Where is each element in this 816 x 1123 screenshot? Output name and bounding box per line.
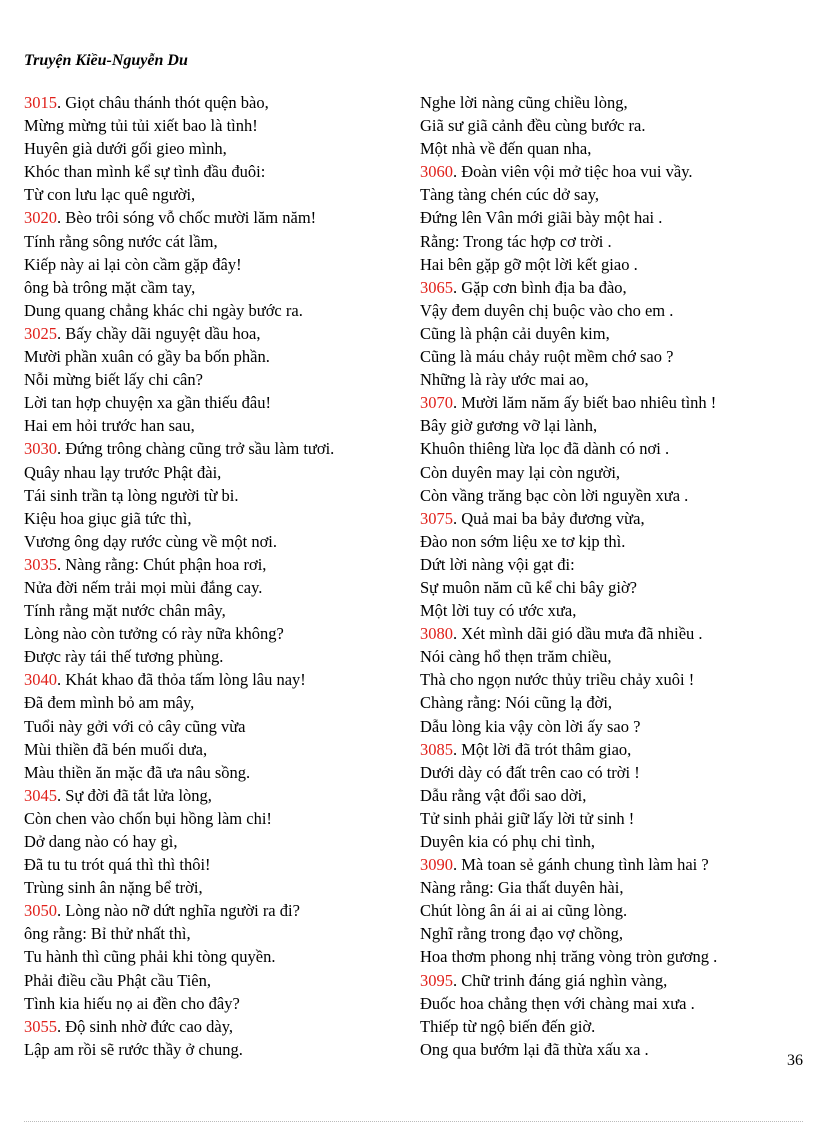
- verse-line: [24, 437, 404, 460]
- verse-line: [24, 599, 404, 622]
- verse-line: [420, 761, 800, 784]
- verse-text: . Sự đời đã tắt lửa lòng,: [57, 785, 212, 805]
- verse-text: Đã đem mình bỏ am mây,: [24, 693, 195, 713]
- verse-line: [24, 969, 404, 992]
- verse-text: Dẫu lòng kia vậy còn lời ấy sao ?: [420, 716, 641, 736]
- verse-number: 3050: [24, 901, 57, 921]
- verse-text: Vương ông dạy rước cùng về một nơi.: [24, 531, 278, 551]
- verse-line: [420, 507, 800, 530]
- verse-line: [24, 507, 404, 530]
- verse-column-left: [24, 91, 404, 1061]
- verse-text: Nghĩ rằng trong đạo vợ chồng,: [420, 924, 624, 944]
- verse-line: [24, 1038, 404, 1061]
- verse-text: Phải điều cầu Phật cầu Tiên,: [24, 970, 211, 990]
- verse-line: [24, 368, 404, 391]
- verse-text: Một nhà về đến quan nha,: [420, 139, 592, 159]
- verse-line: [420, 345, 800, 368]
- verse-text: Duyên kia có phụ chi tình,: [420, 832, 596, 851]
- verse-text: Nàng rằng: Gia thất duyên hài,: [420, 878, 624, 898]
- verse-line: [24, 876, 404, 899]
- verse-text: Dung quang chẳng khác chi ngày bước ra.: [24, 300, 303, 320]
- verse-line: [420, 368, 800, 391]
- verse-number: 3060: [420, 162, 453, 182]
- verse-line: [420, 784, 800, 807]
- verse-text: . Mười lăm năm ấy biết bao nhiêu tình !: [453, 393, 717, 413]
- verse-text: Nỗi mừng biết lấy chi cân?: [24, 370, 203, 390]
- verse-text: . Bèo trôi sóng vỗ chốc mười lăm năm!: [57, 208, 317, 228]
- verse-line: [24, 899, 404, 922]
- verse-text: Lòng nào còn tưởng có rày nữa không?: [24, 624, 284, 644]
- verse-text: Khóc than mình kể sự tình đầu đuôi:: [24, 162, 266, 182]
- verse-line: [24, 576, 404, 599]
- verse-number: 3020: [24, 208, 57, 228]
- verse-text: Ong qua bướm lại đã thừa xấu xa .: [420, 1039, 649, 1059]
- verse-text: ông rằng: Bỉ thử nhất thì,: [24, 924, 191, 944]
- verse-line: [420, 922, 800, 945]
- verse-text: Đứng lên Vân mới giãi bày một hai .: [420, 208, 663, 228]
- verse-text: Trùng sinh ân nặng bể trời,: [24, 878, 203, 898]
- verse-text: Kiếp này ai lại còn cầm gặp đây!: [24, 254, 242, 274]
- verse-line: [420, 830, 800, 853]
- footer-divider: [24, 1121, 803, 1122]
- verse-text: Mừng mừng tủi tủi xiết bao là tình!: [24, 116, 258, 136]
- verse-text: Dở dang nào có hay gì,: [24, 832, 178, 851]
- verse-line: [24, 530, 404, 553]
- verse-text: Tình kia hiếu nọ ai đền cho đây?: [24, 993, 240, 1013]
- verse-text: . Lòng nào nỡ dứt nghĩa người ra đi?: [57, 901, 300, 921]
- verse-text: Nói càng hổ thẹn trăm chiều,: [420, 647, 612, 667]
- verse-text: Cũng là máu chảy ruột mềm chớ sao ?: [420, 347, 674, 367]
- verse-line: [24, 230, 404, 253]
- verse-line: [420, 576, 800, 599]
- verse-line: [420, 945, 800, 968]
- verse-line: [24, 668, 404, 691]
- verse-line: [24, 853, 404, 876]
- verse-text: Hai bên gặp gỡ một lời kết giao .: [420, 254, 638, 274]
- verse-number: 3075: [420, 508, 453, 528]
- verse-text: Dẫu rằng vật đổi sao dời,: [420, 785, 587, 805]
- verse-text: . Quả mai ba bảy đương vừa,: [453, 508, 645, 528]
- verse-text: Chàng rằng: Nói cũng lạ đời,: [420, 693, 613, 713]
- verse-line: [420, 230, 800, 253]
- verse-number: 3080: [420, 624, 453, 644]
- verse-text: Chút lòng ân ái ai ai cũng lòng.: [420, 901, 628, 921]
- verse-number: 3040: [24, 670, 57, 690]
- verse-number: 3055: [24, 1016, 57, 1036]
- verse-text: Đuốc hoa chẳng thẹn với chàng mai xưa .: [420, 993, 695, 1013]
- verse-line: [420, 668, 800, 691]
- verse-line: [420, 160, 800, 183]
- verse-text: Được rày tái thế tương phùng.: [24, 647, 224, 667]
- verse-line: [420, 206, 800, 229]
- verse-line: [24, 276, 404, 299]
- verse-line: [420, 91, 800, 114]
- verse-text: . Gặp cơn bình địa ba đào,: [453, 277, 627, 297]
- verse-line: [24, 299, 404, 322]
- verse-line: [24, 391, 404, 414]
- verse-text: Màu thiền ăn mặc đã ưa nâu sồng.: [24, 762, 251, 782]
- verse-text: Nghe lời nàng cũng chiều lòng,: [420, 93, 628, 112]
- verse-line: [420, 876, 800, 899]
- verse-line: [24, 160, 404, 183]
- verse-text: . Nàng rằng: Chút phận hoa rơi,: [57, 554, 267, 574]
- verse-text: . Chữ trinh đáng giá nghìn vàng,: [453, 970, 668, 990]
- verse-text: Thà cho ngọn nước thủy triều chảy xuôi !: [420, 670, 695, 690]
- verse-line: [420, 114, 800, 137]
- verse-text: Quây nhau lạy trước Phật đài,: [24, 462, 222, 482]
- verse-line: [24, 922, 404, 945]
- verse-line: [420, 530, 800, 553]
- verse-line: [420, 461, 800, 484]
- verse-line: [24, 137, 404, 160]
- verse-text: Còn vầng trăng bạc còn lời nguyền xưa .: [420, 485, 689, 505]
- verse-number: 3030: [24, 439, 57, 459]
- verse-text: Nửa đời nếm trải mọi mùi đắng cay.: [24, 577, 263, 597]
- verse-line: [24, 691, 404, 714]
- verse-line: [420, 276, 800, 299]
- verse-line: [420, 553, 800, 576]
- verse-line: [420, 391, 800, 414]
- verse-line: [24, 945, 404, 968]
- verse-line: [24, 461, 404, 484]
- verse-text: Tái sinh trần tạ lòng người từ bi.: [24, 485, 239, 505]
- verse-number: 3070: [420, 393, 453, 413]
- verse-text: Hai em hỏi trước han sau,: [24, 416, 195, 436]
- verse-text: Dưới dày có đất trên cao có trời !: [420, 762, 640, 782]
- verse-text: . Đoàn viên vội mở tiệc hoa vui vầy.: [453, 162, 693, 182]
- verse-text: . Mà toan sẻ gánh chung tình làm hai ?: [453, 855, 709, 875]
- verse-text: Đào non sớm liệu xe tơ kịp thì.: [420, 531, 626, 551]
- verse-text: Hoa thơm phong nhị trăng vòng tròn gương .: [420, 947, 718, 967]
- verse-number: 3065: [420, 277, 453, 297]
- verse-text: Những là rày ước mai ao,: [420, 370, 589, 390]
- verse-line: [420, 1038, 800, 1061]
- verse-number: 3015: [24, 93, 57, 112]
- verse-line: [420, 622, 800, 645]
- verse-text: Sự muôn năm cũ kể chi bây giờ?: [420, 577, 637, 597]
- verse-number: 3025: [24, 323, 57, 343]
- verse-text: Giã sư giã cảnh đều cùng bước ra.: [420, 116, 646, 136]
- verse-text: Tàng tàng chén cúc dở say,: [420, 185, 600, 205]
- verse-line: [420, 322, 800, 345]
- verse-text: Kiệu hoa giục giã tức thì,: [24, 508, 192, 528]
- verse-line: [24, 253, 404, 276]
- verse-text: . Bấy chầy dãi nguyệt dầu hoa,: [57, 323, 261, 343]
- verse-line: [420, 484, 800, 507]
- verse-text: Mùi thiền đã bén muối dưa,: [24, 739, 208, 759]
- verse-line: [24, 553, 404, 576]
- verse-text: Khuôn thiêng lừa lọc đã dành có nơi .: [420, 439, 670, 459]
- verse-line: [420, 599, 800, 622]
- verse-text: Lập am rồi sẽ rước thầy ở chung.: [24, 1039, 243, 1059]
- verse-text: Còn duyên may lại còn người,: [420, 462, 621, 482]
- document-header: Truyện Kiều-Nguyễn Du: [24, 52, 188, 69]
- verse-line: [420, 645, 800, 668]
- verse-text: . Khát khao đã thỏa tấm lòng lâu nay!: [57, 670, 306, 690]
- verse-number: 3090: [420, 855, 453, 875]
- verse-text: Đã tu tu trót quá thì thì thôi!: [24, 855, 211, 875]
- verse-text: Từ con lưu lạc quê người,: [24, 185, 196, 205]
- verse-line: [420, 437, 800, 460]
- verse-line: [24, 715, 404, 738]
- verse-text: Huyên già dưới gối gieo mình,: [24, 139, 227, 159]
- verse-text: Tính rằng mặt nước chân mây,: [24, 601, 226, 621]
- verse-text: Cũng là phận cải duyên kim,: [420, 323, 610, 343]
- verse-text: Còn chen vào chốn bụi hồng làm chi!: [24, 808, 272, 828]
- verse-text: Tu hành thì cũng phải khi tòng quyền.: [24, 947, 276, 967]
- verse-number: 3095: [420, 970, 453, 990]
- verse-text: . Một lời đã trót thâm giao,: [453, 739, 632, 759]
- verse-text: . Giọt châu thánh thót quện bào,: [57, 93, 269, 112]
- verse-text: Rằng: Trong tác hợp cơ trời .: [420, 231, 612, 251]
- verse-line: [420, 992, 800, 1015]
- verse-line: [24, 784, 404, 807]
- verse-line: [24, 345, 404, 368]
- verse-line: [24, 322, 404, 345]
- verse-line: [420, 807, 800, 830]
- verse-line: [24, 761, 404, 784]
- verse-number: 3035: [24, 554, 57, 574]
- verse-line: [24, 183, 404, 206]
- verse-text: . Độ sinh nhờ đức cao dày,: [57, 1016, 234, 1036]
- verse-text: Dứt lời nàng vội gạt đi:: [420, 554, 575, 574]
- verse-line: [420, 853, 800, 876]
- verse-line: [420, 299, 800, 322]
- verse-number: 3045: [24, 785, 57, 805]
- verse-line: [24, 738, 404, 761]
- verse-line: [24, 830, 404, 853]
- verse-text: Tử sinh phải giữ lấy lời tử sinh !: [420, 808, 635, 828]
- verse-line: [420, 691, 800, 714]
- verse-text: Mười phần xuân có gầy ba bốn phần.: [24, 347, 270, 367]
- verse-line: [24, 414, 404, 437]
- verse-line: [24, 484, 404, 507]
- verse-text: Tuổi này gởi với cỏ cây cũng vừa: [24, 716, 246, 736]
- verse-line: [24, 1015, 404, 1038]
- verse-line: [420, 1015, 800, 1038]
- verse-line: [24, 91, 404, 114]
- verse-number: 3085: [420, 739, 453, 759]
- verse-line: [420, 414, 800, 437]
- verse-text: ông bà trông mặt cầm tay,: [24, 277, 196, 297]
- verse-line: [24, 645, 404, 668]
- verse-text: . Đứng trông chàng cũng trở sầu làm tươi.: [57, 439, 335, 459]
- verse-line: [24, 114, 404, 137]
- verse-text: Lời tan hợp chuyện xa gần thiếu đâu!: [24, 393, 272, 413]
- verse-line: [24, 807, 404, 830]
- verse-line: [420, 183, 800, 206]
- verse-line: [24, 206, 404, 229]
- page-number: 36: [787, 1052, 803, 1069]
- verse-line: [420, 969, 800, 992]
- verse-line: [420, 137, 800, 160]
- verse-line: [420, 715, 800, 738]
- verse-text: Tính rằng sông nước cát lầm,: [24, 231, 218, 251]
- verse-line: [24, 992, 404, 1015]
- verse-text: Thiếp từ ngộ biến đến giờ.: [420, 1016, 596, 1036]
- verse-line: [24, 622, 404, 645]
- verse-text: Bây giờ gương vỡ lại lành,: [420, 416, 598, 436]
- verse-line: [420, 738, 800, 761]
- verse-line: [420, 899, 800, 922]
- verse-text: Vậy đem duyên chị buộc vào cho em .: [420, 300, 674, 320]
- verse-text: . Xét mình dãi gió dầu mưa đã nhiều .: [453, 624, 703, 644]
- verse-column-right: [420, 91, 800, 1061]
- verse-text: Một lời tuy có ước xưa,: [420, 601, 577, 621]
- verse-line: [420, 253, 800, 276]
